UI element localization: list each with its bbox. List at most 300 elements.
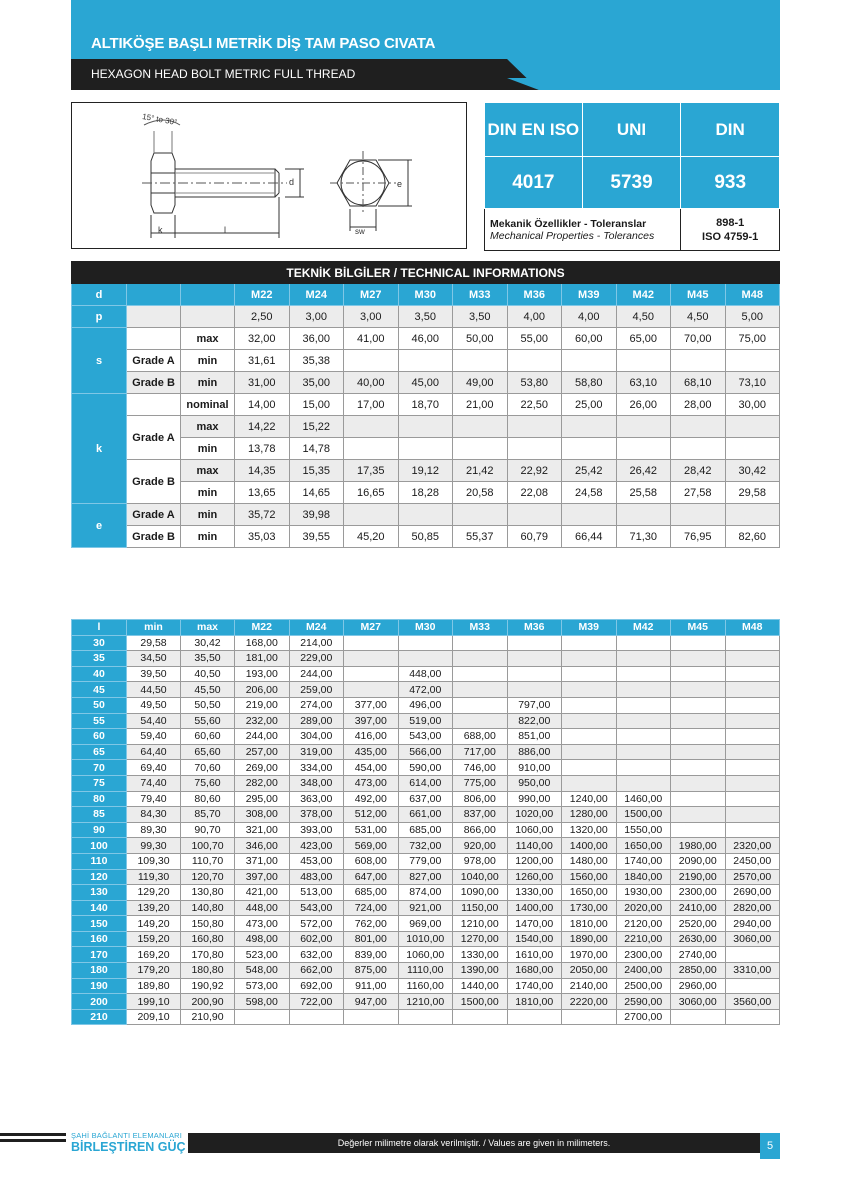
table-cell: 371,00	[235, 853, 290, 869]
std-num-uni: 5739	[582, 157, 681, 209]
table-cell: 661,00	[398, 807, 453, 823]
table-cell	[453, 635, 508, 651]
table-cell: 109,30	[127, 853, 181, 869]
table-cell: 334,00	[289, 760, 344, 776]
table-cell: 140,80	[181, 900, 235, 916]
table-row	[72, 682, 780, 698]
length-header-cell: M33	[453, 620, 508, 636]
table-cell: 2450,00	[725, 853, 780, 869]
tech-value-cell: 31,61	[235, 350, 290, 372]
table-cell: 2020,00	[616, 900, 671, 916]
table-row	[72, 744, 780, 760]
table-row	[72, 869, 780, 885]
table-cell: 149,20	[127, 916, 181, 932]
table-cell: 978,00	[453, 853, 508, 869]
table-cell: 1010,00	[398, 931, 453, 947]
page-subtitle: HEXAGON HEAD BOLT METRIC FULL THREAD	[91, 67, 356, 81]
length-value: 150	[72, 916, 127, 932]
table-cell	[453, 682, 508, 698]
tech-value-cell: 15,35	[289, 460, 344, 482]
size-header: M39	[562, 284, 617, 306]
table-cell: 775,00	[453, 775, 508, 791]
table-cell: 244,00	[235, 729, 290, 745]
table-cell: 1210,00	[453, 916, 508, 932]
size-header: M27	[344, 284, 399, 306]
table-cell: 393,00	[289, 822, 344, 838]
table-cell: 797,00	[507, 697, 562, 713]
grade-b-label: Grade B	[127, 526, 181, 548]
tech-value-cell	[453, 504, 508, 526]
tech-value-cell	[344, 416, 399, 438]
tech-value-cell: 26,42	[616, 460, 671, 482]
table-cell	[671, 635, 726, 651]
table-cell: 150,80	[181, 916, 235, 932]
table-cell: 1280,00	[562, 807, 617, 823]
table-cell	[562, 651, 617, 667]
table-cell: 851,00	[507, 729, 562, 745]
blank-cell	[127, 306, 181, 328]
table-cell: 1320,00	[562, 822, 617, 838]
tech-value-cell: 73,10	[725, 372, 780, 394]
table-cell: 214,00	[289, 635, 344, 651]
table-cell: 685,00	[398, 822, 453, 838]
tech-value-cell: 50,85	[398, 526, 453, 548]
sw-label: sw	[355, 227, 365, 236]
table-cell: 30,42	[181, 635, 235, 651]
table-cell: 40,50	[181, 666, 235, 682]
tech-value-cell: 30,42	[725, 460, 780, 482]
table-cell: 2740,00	[671, 947, 726, 963]
length-header-cell: M36	[507, 620, 562, 636]
table-cell	[453, 713, 508, 729]
max-label: max	[181, 328, 235, 350]
tech-value-cell: 21,00	[453, 394, 508, 416]
size-header: M30	[398, 284, 453, 306]
size-header: M22	[235, 284, 290, 306]
table-cell	[616, 682, 671, 698]
table-cell: 920,00	[453, 838, 508, 854]
std-head-uni: UNI	[582, 103, 681, 157]
table-row	[72, 775, 780, 791]
std-head-din: DIN	[681, 103, 780, 157]
table-row	[72, 838, 780, 854]
table-cell: 866,00	[453, 822, 508, 838]
mech-properties-label	[485, 209, 681, 251]
tech-value-cell: 50,00	[453, 328, 508, 350]
blank-cell	[127, 394, 181, 416]
table-cell: 839,00	[344, 947, 399, 963]
tech-value-cell	[725, 504, 780, 526]
table-cell: 685,00	[344, 885, 399, 901]
table-cell: 1020,00	[507, 807, 562, 823]
table-cell	[671, 682, 726, 698]
page-title: ALTIKÖŞE BAŞLI METRİK DİŞ TAM PASO CIVATA	[91, 35, 436, 52]
table-cell: 1740,00	[507, 978, 562, 994]
table-cell: 80,60	[181, 791, 235, 807]
tech-value-cell: 45,00	[398, 372, 453, 394]
length-value: 40	[72, 666, 127, 682]
tech-value-cell: 22,92	[507, 460, 562, 482]
tech-value-cell: 66,44	[562, 526, 617, 548]
tech-value-cell: 15,00	[289, 394, 344, 416]
table-cell	[507, 635, 562, 651]
table-cell	[344, 1009, 399, 1025]
table-row	[72, 885, 780, 901]
blank-cell	[181, 284, 235, 306]
table-cell: 1810,00	[507, 994, 562, 1010]
angle-label: 15° to 30°	[141, 112, 178, 127]
tech-value-cell: 17,00	[344, 394, 399, 416]
tech-value-cell: 46,00	[398, 328, 453, 350]
table-cell: 921,00	[398, 900, 453, 916]
table-cell: 2050,00	[562, 963, 617, 979]
tolerance-standards	[681, 209, 780, 251]
table-cell	[562, 635, 617, 651]
table-cell	[344, 635, 399, 651]
table-cell: 688,00	[453, 729, 508, 745]
table-cell: 2300,00	[671, 885, 726, 901]
table-cell: 2940,00	[725, 916, 780, 932]
tech-value-cell: 13,78	[235, 438, 290, 460]
max-label: max	[181, 460, 235, 482]
table-cell	[725, 651, 780, 667]
table-cell: 304,00	[289, 729, 344, 745]
table-cell: 1470,00	[507, 916, 562, 932]
table-cell: 416,00	[344, 729, 399, 745]
tech-value-cell	[453, 416, 508, 438]
table-cell: 1160,00	[398, 978, 453, 994]
table-cell: 2320,00	[725, 838, 780, 854]
table-cell: 1060,00	[398, 947, 453, 963]
tech-value-cell: 22,08	[507, 482, 562, 504]
table-cell: 397,00	[235, 869, 290, 885]
table-cell: 70,60	[181, 760, 235, 776]
min-label: min	[181, 372, 235, 394]
table-cell	[671, 760, 726, 776]
table-cell	[562, 713, 617, 729]
table-cell: 74,40	[127, 775, 181, 791]
table-cell: 2210,00	[616, 931, 671, 947]
technical-table	[71, 261, 780, 548]
length-value: 90	[72, 822, 127, 838]
table-cell: 39,50	[127, 666, 181, 682]
tech-value-cell: 14,00	[235, 394, 290, 416]
tech-value-cell	[562, 350, 617, 372]
table-cell: 492,00	[344, 791, 399, 807]
bolt-drawing	[71, 102, 467, 249]
length-header-cell: l	[72, 620, 127, 636]
tech-value-cell	[507, 416, 562, 438]
table-cell: 65,60	[181, 744, 235, 760]
table-cell: 875,00	[344, 963, 399, 979]
table-cell: 498,00	[235, 931, 290, 947]
tech-value-cell	[398, 416, 453, 438]
table-cell: 435,00	[344, 744, 399, 760]
table-cell	[453, 666, 508, 682]
table-cell	[725, 729, 780, 745]
tech-value-cell	[507, 350, 562, 372]
table-cell: 543,00	[289, 900, 344, 916]
table-cell	[616, 635, 671, 651]
table-cell: 2700,00	[616, 1009, 671, 1025]
tech-value-cell: 70,00	[671, 328, 726, 350]
tech-value-cell: 35,03	[235, 526, 290, 548]
table-cell	[562, 666, 617, 682]
table-cell: 377,00	[344, 697, 399, 713]
tech-value-cell	[725, 350, 780, 372]
tech-value-cell: 35,00	[289, 372, 344, 394]
tech-value-cell	[398, 438, 453, 460]
table-cell: 321,00	[235, 822, 290, 838]
table-cell: 2520,00	[671, 916, 726, 932]
tech-value-cell	[344, 438, 399, 460]
tech-value-cell: 4,50	[616, 306, 671, 328]
tech-value-cell: 28,42	[671, 460, 726, 482]
table-row	[72, 697, 780, 713]
table-cell	[344, 651, 399, 667]
table-cell: 348,00	[289, 775, 344, 791]
table-cell: 548,00	[235, 963, 290, 979]
table-cell: 1400,00	[562, 838, 617, 854]
table-cell: 1540,00	[507, 931, 562, 947]
tech-value-cell: 25,42	[562, 460, 617, 482]
table-cell: 1210,00	[398, 994, 453, 1010]
table-cell: 598,00	[235, 994, 290, 1010]
table-cell: 206,00	[235, 682, 290, 698]
table-cell	[725, 822, 780, 838]
table-cell: 190,92	[181, 978, 235, 994]
footer-logo-line1: ŞAHİ BAĞLANTI ELEMANLARI	[71, 1131, 183, 1140]
s-label: s	[72, 328, 127, 394]
nominal-label: nominal	[181, 394, 235, 416]
table-cell: 64,40	[127, 744, 181, 760]
min-label: min	[181, 526, 235, 548]
table-cell: 762,00	[344, 916, 399, 932]
e-label: e	[397, 179, 403, 189]
table-row	[72, 931, 780, 947]
table-cell: 193,00	[235, 666, 290, 682]
length-value: 180	[72, 963, 127, 979]
tech-value-cell	[562, 504, 617, 526]
table-cell	[671, 697, 726, 713]
table-cell	[671, 744, 726, 760]
length-value: 110	[72, 853, 127, 869]
d-label: d	[72, 284, 127, 306]
tech-value-cell	[725, 416, 780, 438]
table-cell	[725, 791, 780, 807]
table-cell: 724,00	[344, 900, 399, 916]
tech-value-cell	[398, 350, 453, 372]
k-label: k	[72, 394, 127, 504]
table-cell: 421,00	[235, 885, 290, 901]
table-cell: 1730,00	[562, 900, 617, 916]
tech-value-cell: 75,00	[725, 328, 780, 350]
table-cell: 210,90	[181, 1009, 235, 1025]
table-cell: 85,70	[181, 807, 235, 823]
tech-value-cell: 82,60	[725, 526, 780, 548]
tech-value-cell: 17,35	[344, 460, 399, 482]
table-cell: 448,00	[235, 900, 290, 916]
footer-bar	[0, 1133, 66, 1136]
table-cell: 168,00	[235, 635, 290, 651]
table-cell	[725, 697, 780, 713]
length-value: 160	[72, 931, 127, 947]
tech-value-cell: 24,58	[562, 482, 617, 504]
d-label: d	[289, 177, 295, 187]
table-cell: 806,00	[453, 791, 508, 807]
table-cell: 257,00	[235, 744, 290, 760]
table-cell: 44,50	[127, 682, 181, 698]
table-cell: 523,00	[235, 947, 290, 963]
table-cell: 229,00	[289, 651, 344, 667]
tech-value-cell: 14,35	[235, 460, 290, 482]
table-cell: 59,40	[127, 729, 181, 745]
tech-value-cell: 49,00	[453, 372, 508, 394]
tech-value-cell	[344, 350, 399, 372]
table-cell: 590,00	[398, 760, 453, 776]
length-header-cell: M30	[398, 620, 453, 636]
table-cell: 632,00	[289, 947, 344, 963]
length-header-cell: M39	[562, 620, 617, 636]
grade-a-label: Grade A	[127, 504, 181, 526]
table-cell: 1480,00	[562, 853, 617, 869]
table-cell: 513,00	[289, 885, 344, 901]
length-value: 100	[72, 838, 127, 854]
table-cell: 2820,00	[725, 900, 780, 916]
table-row	[72, 947, 780, 963]
table-cell	[616, 651, 671, 667]
table-cell	[725, 682, 780, 698]
table-cell: 722,00	[289, 994, 344, 1010]
tech-value-cell: 14,78	[289, 438, 344, 460]
length-value: 30	[72, 635, 127, 651]
table-cell: 119,30	[127, 869, 181, 885]
table-cell	[616, 713, 671, 729]
table-cell: 2960,00	[671, 978, 726, 994]
table-cell: 717,00	[453, 744, 508, 760]
table-cell: 1680,00	[507, 963, 562, 979]
table-cell	[453, 651, 508, 667]
table-cell: 130,80	[181, 885, 235, 901]
table-cell: 448,00	[398, 666, 453, 682]
table-cell: 269,00	[235, 760, 290, 776]
grade-a-label: Grade A	[127, 350, 181, 372]
table-cell	[616, 697, 671, 713]
table-cell	[562, 744, 617, 760]
table-cell: 199,10	[127, 994, 181, 1010]
table-cell	[616, 775, 671, 791]
table-cell: 84,30	[127, 807, 181, 823]
table-cell: 1980,00	[671, 838, 726, 854]
table-cell: 160,80	[181, 931, 235, 947]
table-cell: 1040,00	[453, 869, 508, 885]
table-cell	[562, 760, 617, 776]
table-cell: 1740,00	[616, 853, 671, 869]
table-row	[72, 713, 780, 729]
table-cell: 69,40	[127, 760, 181, 776]
table-cell: 1260,00	[507, 869, 562, 885]
tech-value-cell: 45,20	[344, 526, 399, 548]
tech-value-cell: 36,00	[289, 328, 344, 350]
tech-value-cell: 4,00	[507, 306, 562, 328]
table-cell: 2400,00	[616, 963, 671, 979]
tech-value-cell: 58,80	[562, 372, 617, 394]
mech-en: Mechanical Properties - Tolerances	[490, 229, 655, 242]
table-row	[72, 807, 780, 823]
table-cell: 2570,00	[725, 869, 780, 885]
length-header-row	[72, 620, 780, 636]
table-cell	[725, 978, 780, 994]
min-label: min	[181, 504, 235, 526]
p-label: p	[72, 306, 127, 328]
table-cell: 453,00	[289, 853, 344, 869]
table-cell: 472,00	[398, 682, 453, 698]
table-cell	[562, 697, 617, 713]
length-value: 85	[72, 807, 127, 823]
table-cell: 1970,00	[562, 947, 617, 963]
table-cell: 950,00	[507, 775, 562, 791]
table-cell: 423,00	[289, 838, 344, 854]
table-cell: 512,00	[344, 807, 399, 823]
max-label: max	[181, 416, 235, 438]
tech-value-cell: 27,58	[671, 482, 726, 504]
table-cell: 295,00	[235, 791, 290, 807]
length-value: 60	[72, 729, 127, 745]
tolerance-2: ISO 4759-1	[702, 230, 759, 243]
tech-value-cell: 35,38	[289, 350, 344, 372]
table-cell: 2690,00	[725, 885, 780, 901]
table-cell: 647,00	[344, 869, 399, 885]
table-cell: 2120,00	[616, 916, 671, 932]
table-row	[72, 994, 780, 1010]
table-cell: 2220,00	[562, 994, 617, 1010]
table-cell	[671, 807, 726, 823]
length-value: 80	[72, 791, 127, 807]
table-cell: 1500,00	[616, 807, 671, 823]
tech-value-cell: 55,37	[453, 526, 508, 548]
table-cell: 54,40	[127, 713, 181, 729]
table-cell: 1060,00	[507, 822, 562, 838]
table-cell	[725, 1009, 780, 1025]
table-cell: 1200,00	[507, 853, 562, 869]
table-row	[72, 963, 780, 979]
table-cell: 602,00	[289, 931, 344, 947]
tech-value-cell	[616, 438, 671, 460]
table-cell: 637,00	[398, 791, 453, 807]
std-num-din: 933	[681, 157, 780, 209]
tech-value-cell	[671, 350, 726, 372]
tech-value-cell: 40,00	[344, 372, 399, 394]
table-cell: 1110,00	[398, 963, 453, 979]
table-cell: 801,00	[344, 931, 399, 947]
table-cell	[616, 760, 671, 776]
table-cell: 159,20	[127, 931, 181, 947]
table-cell: 397,00	[344, 713, 399, 729]
table-cell: 473,00	[344, 775, 399, 791]
table-cell: 49,50	[127, 697, 181, 713]
table-cell: 363,00	[289, 791, 344, 807]
table-cell: 282,00	[235, 775, 290, 791]
table-cell: 911,00	[344, 978, 399, 994]
tech-value-cell: 19,12	[398, 460, 453, 482]
tech-value-cell	[453, 438, 508, 460]
technical-caption: TEKNİK BİLGİLER / TECHNICAL INFORMATIONS	[72, 262, 780, 284]
table-cell: 308,00	[235, 807, 290, 823]
table-cell: 2140,00	[562, 978, 617, 994]
table-cell	[616, 729, 671, 745]
table-cell	[562, 775, 617, 791]
tech-value-cell	[398, 504, 453, 526]
